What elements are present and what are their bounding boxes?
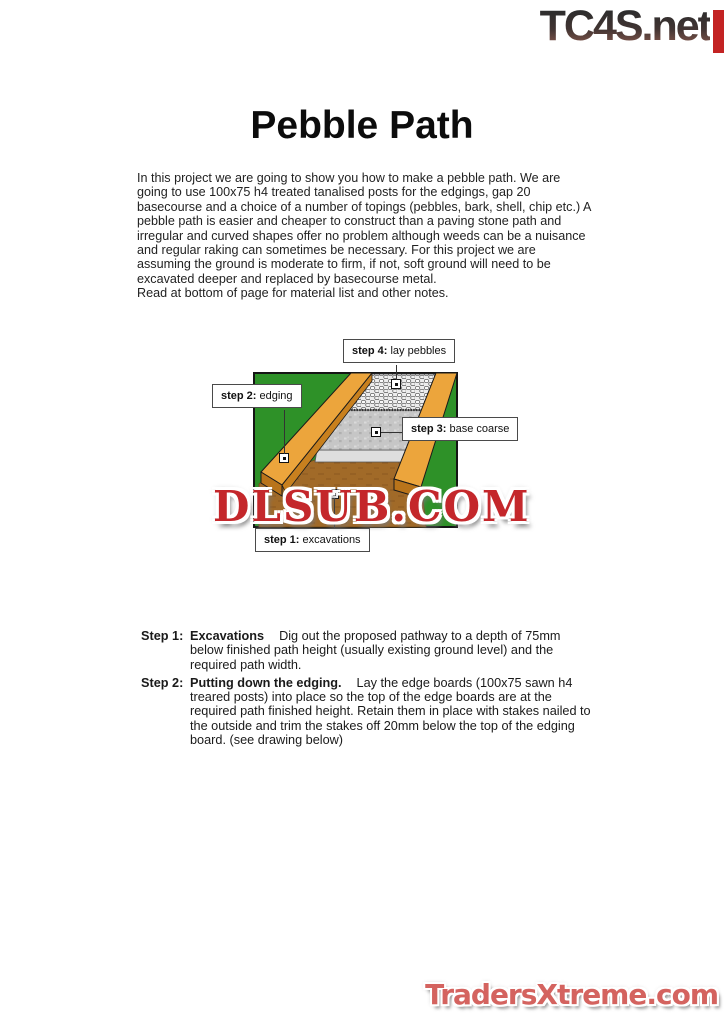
callout-line-step4 (396, 365, 397, 380)
step1-content (190, 629, 592, 672)
steps-section (141, 629, 593, 751)
dlsub-watermark: DLSUB.COM (213, 482, 531, 531)
marker-step3 (372, 428, 381, 437)
step2-content (190, 676, 592, 747)
intro-paragraph: In this project we are going to show you how to make a pebble path. We are going to use 100x75 h4 treated tanalised posts for the edgings, gap 20 basecourse and a choice of a number of topings (pebbles, bark, shell, chip etc.) A pebble path is easier and cheaper to construct than a paving stone path and irregular and curved shapes offer no problem although weeds can be a nuisance and regular raking can sometimes be necessary. For this project we are assuming the ground is moderate to firm, if not, soft ground will need to be excavated deeper and replaced by basecourse metal. (137, 171, 591, 286)
callout-line-step2 (284, 410, 285, 454)
step1-body: Dig out the proposed pathway to a depth of 75mm below finished path height (usually existing ground level) and the required path width. (190, 629, 561, 672)
callout-step3 (402, 417, 518, 441)
callout-step4-label: lay pebbles (390, 345, 447, 357)
step1-heading: Excavations (190, 629, 265, 643)
step1-label: Step 1: (141, 629, 184, 643)
figure-illustration (195, 335, 530, 563)
page-title: Pebble Path (250, 104, 474, 147)
marker-step4 (392, 380, 401, 389)
callout-step2 (212, 384, 302, 408)
callout-step3-label: base coarse (449, 423, 510, 435)
tradersxtreme-logo: TradersXtreme.com (425, 978, 718, 1011)
logo-red-bar (713, 10, 724, 53)
intro-note: Read at bottom of page for material list and other notes. (137, 286, 449, 301)
intro-block (137, 171, 593, 301)
callout-step4-prefix: step 4: (352, 345, 388, 357)
callout-step2-prefix: step 2: (221, 390, 257, 402)
step2-label: Step 2: (141, 675, 184, 690)
callout-step2-label: edging (259, 390, 293, 402)
step2-heading: Putting down the edging. (190, 675, 342, 690)
callout-step1-prefix: step 1: (264, 534, 300, 546)
callout-line-step3 (381, 432, 402, 433)
callout-step1-label: excavations (302, 534, 361, 546)
tc4s-logo: TC4S.net (539, 2, 710, 50)
callout-step1 (255, 528, 370, 552)
step2-body: Lay the edge boards (100x75 sawn h4 treared posts) into place so the top of the edge boards are at the required path finished height. Retain them in place with stakes nailed to the outside and trim the stakes off 20mm below the top of the edging board. (see drawing below) (190, 675, 591, 748)
step-row-2 (141, 676, 593, 747)
callout-step4 (343, 339, 455, 363)
marker-step2 (280, 454, 289, 463)
step-row-1 (141, 629, 593, 672)
callout-step3-prefix: step 3: (411, 423, 447, 435)
